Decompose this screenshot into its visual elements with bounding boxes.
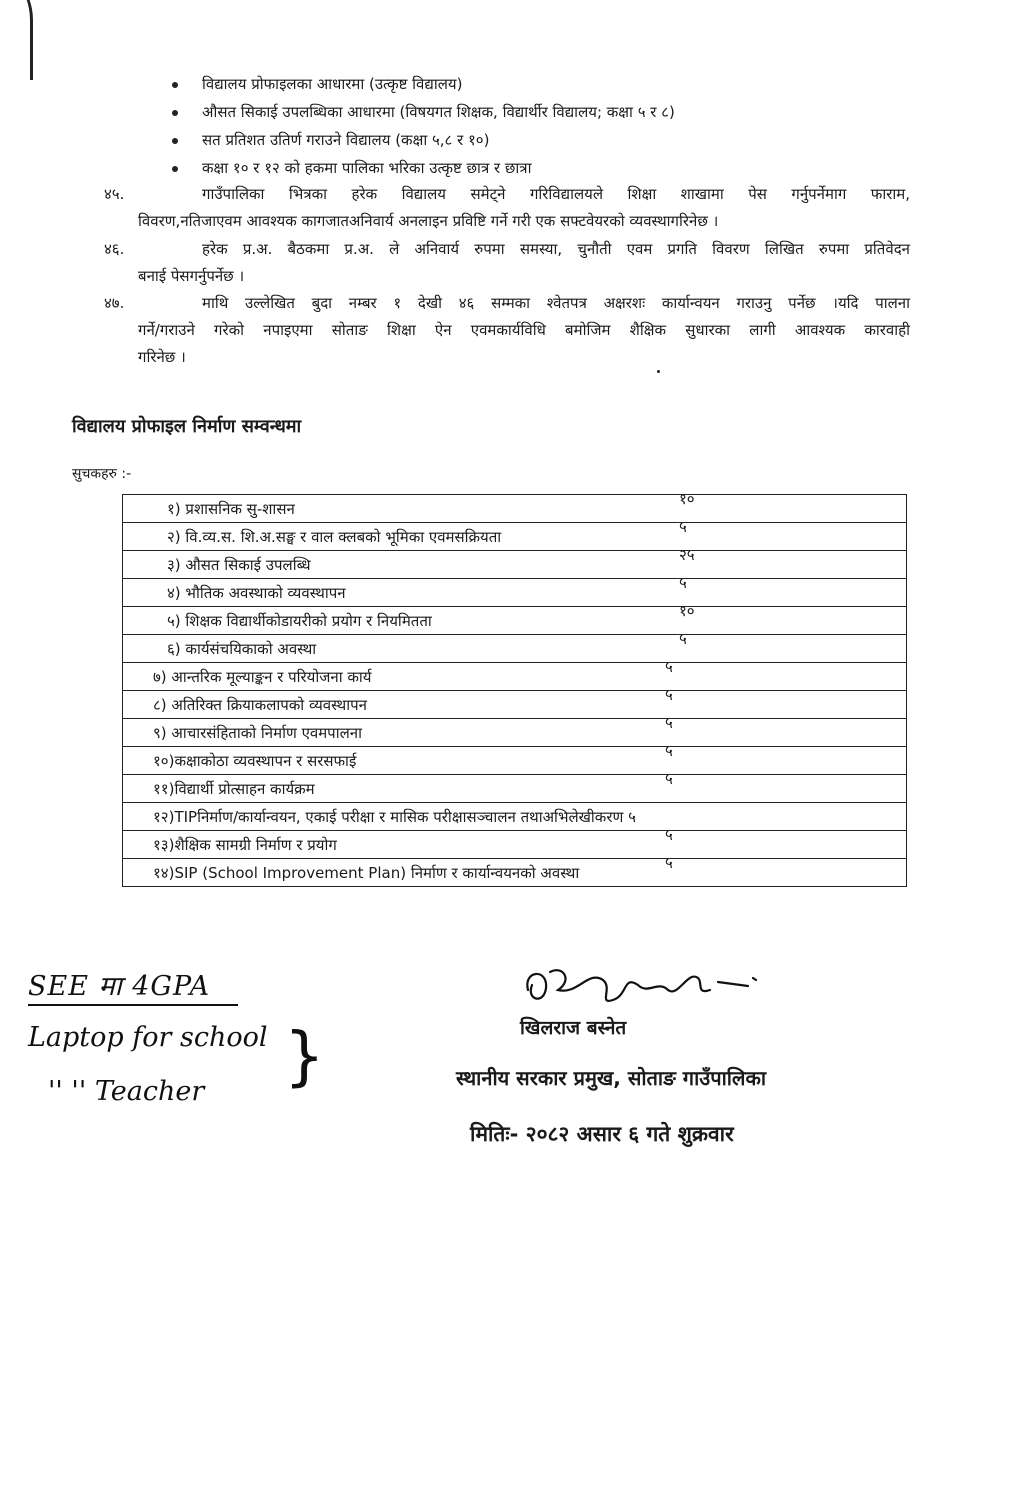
indicator-cell xyxy=(123,685,907,719)
indicator-name: ९) आचारसंहिताको निर्माण एवमपालना xyxy=(153,723,362,742)
indicator-cell xyxy=(123,629,907,663)
clause-number: ४६. xyxy=(104,240,125,258)
clause-text: गाउँपालिका भित्रका हरेक विद्यालय समेट्ने गरिविद्यालयले शिक्षा शाखामा पेस गर्नुपर्नेमाग फाराम, xyxy=(202,185,910,203)
table-row xyxy=(123,551,907,579)
table-row xyxy=(123,859,907,887)
bullet-icon xyxy=(172,82,178,88)
clause-text-continued: बनाई पेसगर्नुपर्नेछ । xyxy=(138,267,245,285)
indicator-score: ५ xyxy=(665,657,673,676)
indicator-score: ५ xyxy=(679,573,687,592)
table-row xyxy=(123,495,907,523)
table-row xyxy=(123,831,907,859)
brace-mark: } xyxy=(284,1020,325,1094)
indicators-label: सुचकहरु :- xyxy=(72,466,132,482)
bullet-icon xyxy=(172,138,178,144)
indicator-name: ८) अतिरिक्त क्रियाकलापको व्यवस्थापन xyxy=(153,695,367,714)
handwritten-line: SEE मा 4GPA xyxy=(28,971,211,1002)
table-row xyxy=(123,579,907,607)
indicator-score: ५ xyxy=(665,825,673,844)
list-item xyxy=(168,126,675,154)
indicator-name: १२)TIPनिर्माण/कार्यान्वयन, एकाई परीक्षा र मासिक परीक्षासञ्चालन तथाअभिलेखीकरण ५ xyxy=(153,807,636,826)
bullet-text: विद्यालय प्रोफाइलका आधारमा (उत्कृष्ट विद्यालय) xyxy=(202,75,463,93)
table-row xyxy=(123,663,907,691)
clause-number: ४७. xyxy=(104,294,125,312)
indicator-cell xyxy=(123,573,907,607)
document-date: मितिः- २०८२ असार ६ गते शुक्रवार xyxy=(470,1122,734,1146)
table-row xyxy=(123,803,907,831)
indicator-cell xyxy=(123,741,907,775)
indicator-score: ५ xyxy=(665,685,673,704)
indicator-cell xyxy=(123,545,907,579)
indicator-score: ५ xyxy=(665,741,673,760)
bullet-text: औसत सिकाई उपलब्धिका आधारमा (विषयगत शिक्षक, विद्यार्थीर विद्यालय; कक्षा ५ र ८) xyxy=(202,103,675,121)
handwritten-line: '' '' Teacher xyxy=(48,1076,205,1107)
table-row xyxy=(123,747,907,775)
indicator-score: ५ xyxy=(665,853,673,872)
indicator-cell xyxy=(123,769,907,803)
table-row xyxy=(123,607,907,635)
indicator-cell xyxy=(123,489,907,523)
clause-number: ४५. xyxy=(104,185,125,203)
indicator-cell xyxy=(123,601,907,635)
indicator-name: ५) शिक्षक विद्यार्थीकोडायरीको प्रयोग र नियमितता xyxy=(167,611,432,630)
indicator-name: १०)कक्षाकोठा व्यवस्थापन र सरसफाई xyxy=(153,751,357,770)
corner-fold-mark xyxy=(0,0,33,80)
award-criteria-list xyxy=(168,70,675,182)
table-row xyxy=(123,691,907,719)
list-item xyxy=(168,70,675,98)
signatory-name: खिलराज बस्नेत xyxy=(520,1017,627,1039)
indicator-cell xyxy=(123,803,907,831)
indicator-name: ६) कार्यसंचयिकाको अवस्था xyxy=(167,639,317,658)
clause-46 xyxy=(104,236,910,290)
indicator-score: ५ xyxy=(679,517,687,536)
clause-text: माथि उल्लेखित बुदा नम्बर १ देखी ४६ सम्मका श्वेतपत्र अक्षरशः कार्यान्वयन गराउनु पर्नेछ ।यदि पालना xyxy=(202,294,910,312)
signature-scribble xyxy=(518,960,768,1020)
underline xyxy=(28,1004,238,1006)
table-row xyxy=(123,719,907,747)
clause-45 xyxy=(104,181,910,235)
handwritten-line: Laptop for school xyxy=(28,1022,268,1053)
indicator-cell xyxy=(123,825,907,859)
table-row xyxy=(123,775,907,803)
indicator-name: १३)शैक्षिक सामग्री निर्माण र प्रयोग xyxy=(153,835,337,854)
indicator-name: ७) आन्तरिक मूल्याङ्कन र परियोजना कार्य xyxy=(153,667,372,686)
indicator-name: १) प्रशासनिक सु-शासन xyxy=(167,499,295,518)
section-title: विद्यालय प्रोफाइल निर्माण सम्वन्धमा xyxy=(72,416,302,437)
clause-47 xyxy=(104,290,910,371)
indicator-name: १४)SIP (School Improvement Plan) निर्माण र कार्यान्वयनको अवस्था xyxy=(153,863,580,882)
list-item xyxy=(168,98,675,126)
stray-mark xyxy=(657,370,660,373)
indicator-cell xyxy=(123,657,907,691)
bullet-icon xyxy=(172,110,178,116)
signatory-title: स्थानीय सरकार प्रमुख, सोताङ गाउँपालिका xyxy=(456,1066,767,1090)
table-row xyxy=(123,635,907,663)
table-row xyxy=(123,523,907,551)
list-item xyxy=(168,154,675,182)
indicator-cell xyxy=(123,713,907,747)
indicator-name: २) वि.व्य.स. शि.अ.सङ्घ र वाल क्लबको भूमिका एवमसक्रियता xyxy=(167,527,502,546)
indicators-table xyxy=(122,489,907,887)
clause-text-continued: गरिनेछ । xyxy=(138,348,186,366)
clause-text-continued: विवरण,नतिजाएवम आवश्यक कागजातअनिवार्य अनलाइन प्रविष्टि गर्ने गरी एक सफ्टवेयरको व्यवस्थागरिनेछ । xyxy=(138,212,719,230)
indicator-name: ३) औसत सिकाई उपलब्धि xyxy=(167,555,311,574)
indicator-score: १० xyxy=(679,601,695,620)
indicator-name: ११)विद्यार्थी प्रोत्साहन कार्यक्रम xyxy=(153,779,315,798)
bullet-text: कक्षा १० र १२ को हकमा पालिका भरिका उत्कृष्ट छात्र र छात्रा xyxy=(202,159,532,177)
indicator-score: ५ xyxy=(665,713,673,732)
indicator-score: १० xyxy=(679,489,695,508)
indicator-score: ५ xyxy=(665,769,673,788)
indicator-cell xyxy=(123,517,907,551)
bullet-icon xyxy=(172,166,178,172)
indicator-score: ५ xyxy=(679,629,687,648)
bullet-text: सत प्रतिशत उतिर्ण गराउने विद्यालय (कक्षा ५,८ र १०) xyxy=(202,131,490,149)
indicator-score: २५ xyxy=(679,545,695,564)
clause-text-continued: गर्ने/गराउने गरेको नपाइएमा सोताङ शिक्षा ऐन एवमकार्यविधि बमोजिम शैक्षिक सुधारका लागी आवश्यक कारवाही xyxy=(138,321,910,339)
indicator-name: ४) भौतिक अवस्थाको व्यवस्थापन xyxy=(167,583,346,602)
indicator-cell xyxy=(123,853,907,887)
clause-text: हरेक प्र.अ. बैठकमा प्र.अ. ले अनिवार्य रुपमा समस्या, चुनौती एवम प्रगति विवरण लिखित रुपमा प्रतिवेदन xyxy=(202,240,910,258)
